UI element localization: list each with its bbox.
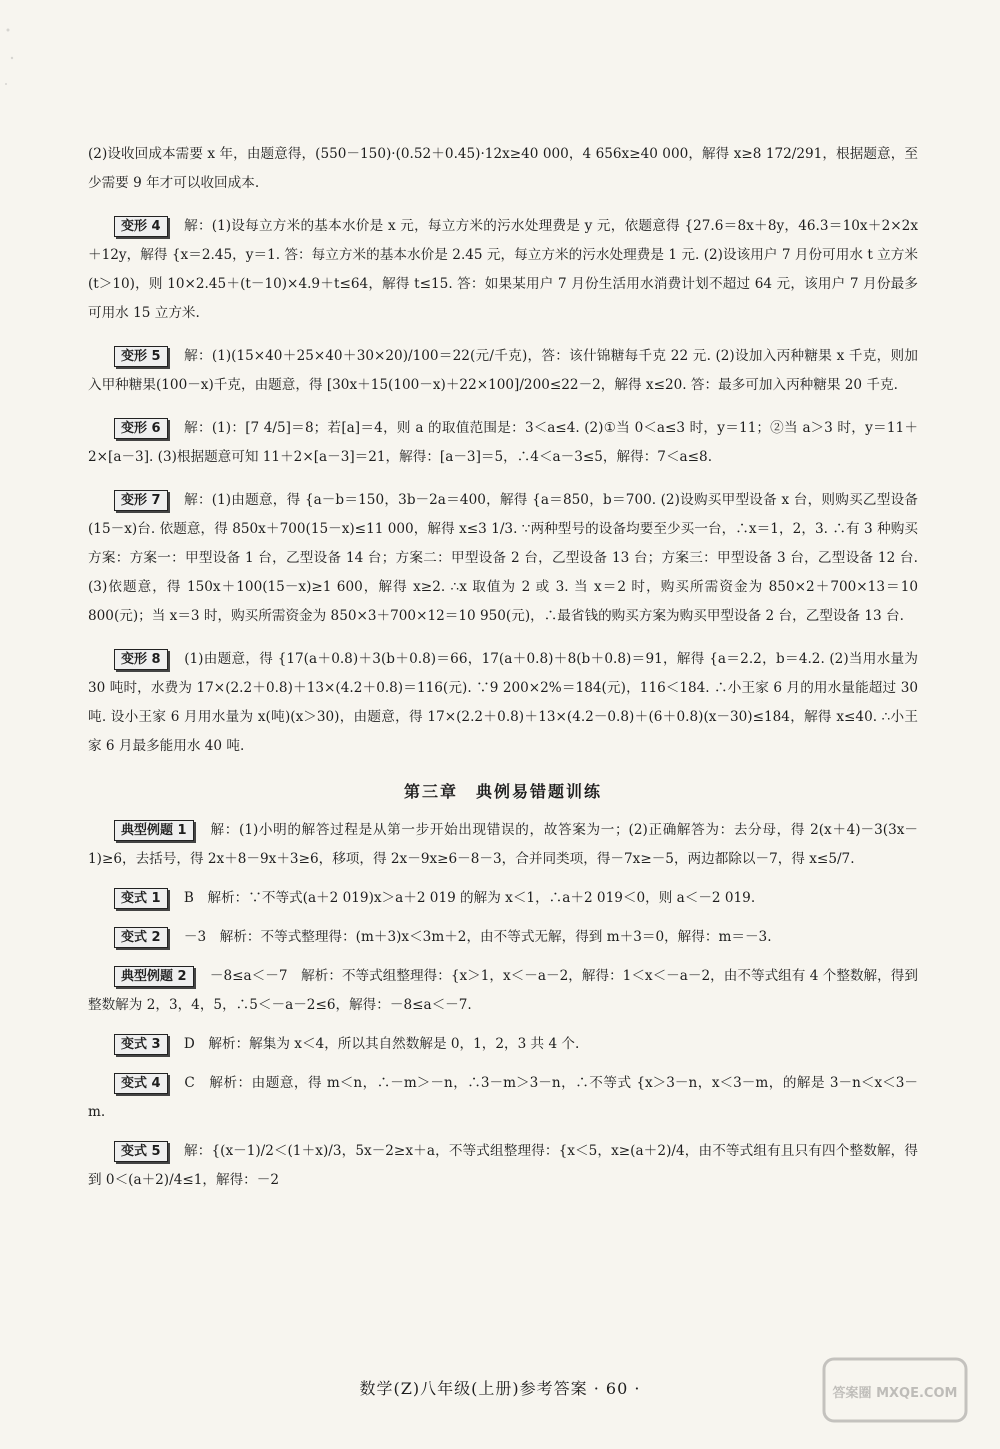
answer-text: D 解析：解集为 x＜4，所以其自然数解是 0，1，2，3 共 4 个. — [183, 1036, 580, 1052]
answer-text: 解：(1)：[7 4/5]＝8；若[a]＝4，则 a 的取值范围是：3＜a≤4. (2)①当 0＜a≤3 时，y＝11；②当 a＞3 时，y＝11＋2×[a－3]. (3)根据题意可知 11＋2×[a－3]＝21，解得：[a－3]＝5，∴4＜a－3≤5，解得：7＜a≤8. — [88, 420, 918, 465]
page-footer: 数学(Z)八年级(上册)参考答案 · 60 · — [359, 1379, 641, 1398]
variant-tag: 变形 6 — [114, 418, 168, 439]
answer-text: 解：(1)(15×40＋25×40＋30×20)/100＝22(元/千克)，答：该什锦糖每千克 22 元. (2)设加入丙种糖果 x 千克，则加入甲种糖果(100－x)千克，由题意，得 [30x＋15(100－x)＋22×100]/200≤22－2，解得 x≤20. 答：最多可加入丙种糖果 20 千克. — [88, 348, 918, 393]
variant-tag: 变形 8 — [114, 649, 168, 670]
answer-paragraph — [88, 1137, 918, 1195]
answer-paragraph — [88, 212, 918, 328]
variant-tag: 变式 5 — [114, 1141, 168, 1162]
variant-tag: 变形 5 — [114, 346, 168, 367]
answer-text: 解：(1)由题意，得 {a－b＝150，3b－2a＝400，解得 {a＝850，b＝700. (2)设购买甲型设备 x 台，则购买乙型设备(15－x)台. 依题意，得 850x＋700(15－x)≤11 000，解得 x≤3 1/3. ∵两种型号的设备均要至少买一台，∴x＝1，2，3. ∴有 3 种购买方案：方案一：甲型设备 1 台，乙型设备 14 台；方案二：甲型设备 2 台，乙型设备 13 台；方案三：甲型设备 3 台，乙型设备 12 台. (3)依题意，得 150x＋100(15－x)≥1 600，解得 x≥2. ∴x 取值为 2 或 3. 当 x＝2 时，购买所需资金为 850×2＋700×13＝10 800(元)；当 x＝3 时，购买所需资金为 850×3＋700×12＝10 950(元)，∴最省钱的购买方案为购买甲型设备 2 台，乙型设备 13 台. — [88, 492, 918, 624]
watermark-logo — [820, 1355, 970, 1425]
answer-paragraph — [88, 342, 918, 400]
answer-text: 解：{(x－1)/2＜(1＋x)/3，5x－2≥x＋a，不等式组整理得：{x＜5，x≥(a＋2)/4，由不等式组有且只有四个整数解，得到 0＜(a＋2)/4≤1，解得：－2 — [88, 1143, 918, 1188]
answer-paragraph — [88, 962, 918, 1020]
answer-text: C 解析：由题意，得 m＜n，∴－m＞－n，∴3－m＞3－n，∴不等式 {x＞3－n，x＜3－m，的解是 3－n＜x＜3－m. — [88, 1075, 918, 1120]
variant-tag: 变式 3 — [114, 1034, 168, 1055]
chapter-title: 第三章 典例易错题训练 — [403, 782, 602, 801]
answer-text: (2)设收回成本需要 x 年，由题意得，(550－150)·(0.52＋0.45)·12x≥40 000，4 656x≥40 000，解得 x≥8 172/291，根据题意，至少需要 9 年才可以收回成本. — [88, 146, 918, 191]
answer-text: (1)由题意，得 {17(a＋0.8)＋3(b＋0.8)＝66，17(a＋0.8)＋8(b＋0.8)＝91，解得 {a＝2.2，b＝4.2. (2)当用水量为 30 吨时，水费为 17×(2.2＋0.8)＋13×(4.2＋0.8)＝116(元). ∵9 200×2%＝184(元)，116＜184. ∴小王家 6 月的用水量能超过 30 吨. 设小王家 6 月用水量为 x(吨)(x＞30)，由题意，得 17×(2.2＋0.8)＋13×(4.2－0.8)＋(6＋0.8)(x－30)≤184，解得 x≤40. ∴小王家 6 月最多能用水 40 吨. — [88, 651, 918, 754]
example-tag: 典型例题 2 — [114, 966, 194, 987]
answer-paragraph — [88, 1069, 918, 1127]
answer-paragraph — [88, 140, 918, 198]
answer-paragraph — [88, 1030, 918, 1059]
answer-paragraph — [88, 645, 918, 761]
variant-tag: 变式 4 — [114, 1073, 168, 1094]
answer-paragraph — [88, 414, 918, 472]
variant-tag: 变形 4 — [114, 216, 168, 237]
answer-paragraph — [88, 816, 918, 874]
answer-page — [88, 140, 918, 1205]
watermark-text: 答案圈 MXQE.COM — [832, 1386, 958, 1401]
variant-tag: 变式 2 — [114, 927, 168, 948]
answer-text: －3 解析：不等式整理得：(m＋3)x＜3m＋2，由不等式无解，得到 m＋3＝0，解得：m＝－3. — [183, 929, 772, 945]
margin-specks — [0, 20, 24, 100]
answer-text: B 解析：∵不等式(a＋2 019)x＞a＋2 019 的解为 x＜1，∴a＋2 019＜0，则 a＜－2 019. — [183, 890, 756, 906]
answer-paragraph — [88, 923, 918, 952]
example-tag: 典型例题 1 — [114, 820, 194, 841]
answer-paragraph — [88, 884, 918, 913]
answer-text: 解：(1)设每立方米的基本水价是 x 元，每立方米的污水处理费是 y 元，依题意得 {27.6＝8x＋8y，46.3＝10x＋2×2x＋12y，解得 {x＝2.45，y＝1. 答：每立方米的基本水价是 2.45 元，每立方米的污水处理费是 1 元. (2)设该用户 7 月份可用水 t 立方米(t＞10)，则 10×2.45＋(t－10)×4.9＋t≤64，解得 t≤15. 答：如果某用户 7 月份生活用水消费计划不超过 64 元，该用户 7 月份最多可用水 15 立方米. — [88, 218, 918, 321]
answer-text: －8≤a＜－7 解析：不等式组整理得：{x＞1，x＜－a－2，解得：1＜x＜－a－2，由不等式组有 4 个整数解，得到整数解为 2，3，4，5，∴5＜－a－2≤6，解得：－8≤a＜－7. — [88, 968, 918, 1013]
variant-tag: 变式 1 — [114, 888, 168, 909]
answer-paragraph — [88, 486, 918, 631]
variant-tag: 变形 7 — [114, 490, 168, 511]
answer-text: 解：(1)小明的解答过程是从第一步开始出现错误的，故答案为一；(2)正确解答为：去分母，得 2(x＋4)－3(3x－1)≥6，去括号，得 2x＋8－9x＋3≥6，移项，得 2x－9x≥6－8－3，合并同类项，得－7x≥－5，两边都除以－7，得 x≤5/7. — [88, 822, 918, 867]
